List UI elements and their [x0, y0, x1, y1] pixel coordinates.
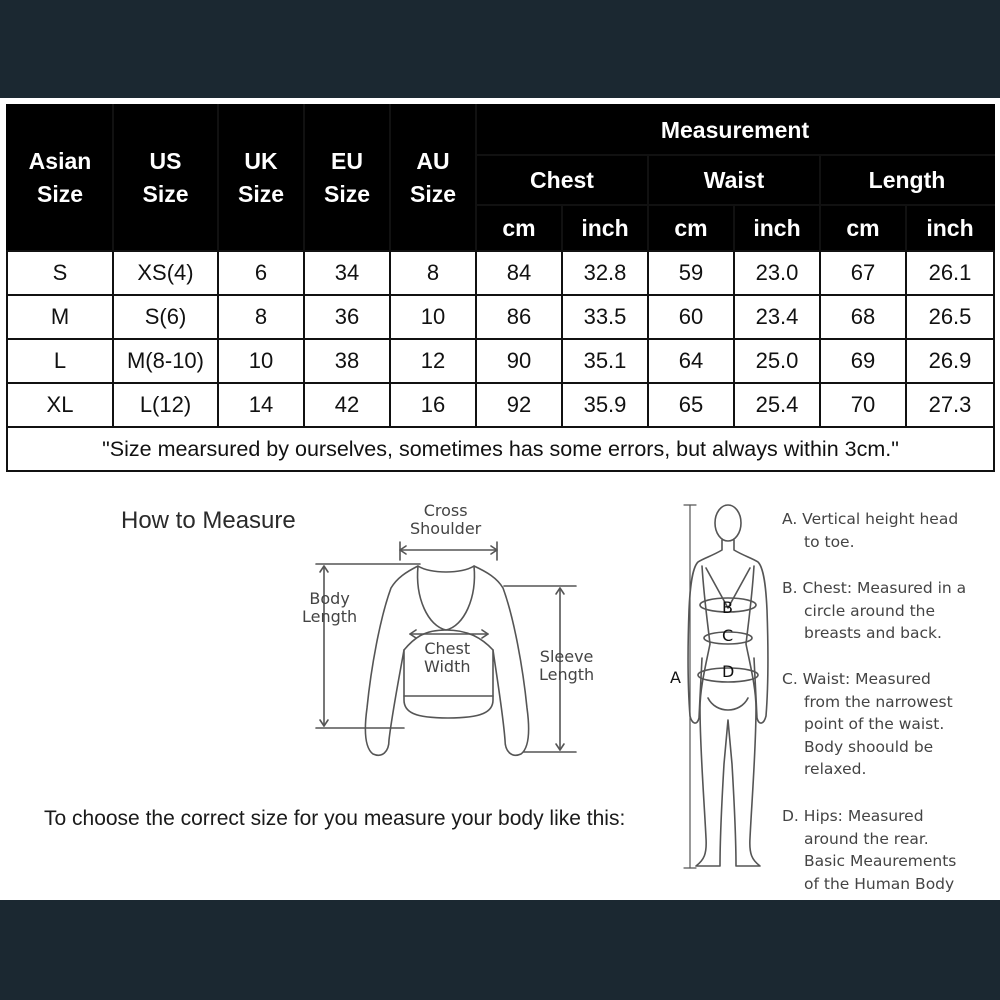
header-chest-cm: cm	[476, 205, 562, 251]
table-cell: M(8-10)	[113, 339, 218, 383]
table-cell: 36	[304, 295, 390, 339]
header-au-size: AU Size	[390, 105, 476, 251]
header-length-inch: inch	[906, 205, 994, 251]
table-cell: S(6)	[113, 295, 218, 339]
header-waist-inch: inch	[734, 205, 820, 251]
table-cell: 35.1	[562, 339, 648, 383]
size-chart-sheet	[0, 98, 1000, 900]
table-cell: 32.8	[562, 251, 648, 295]
table-cell: 16	[390, 383, 476, 427]
table-cell: 67	[820, 251, 906, 295]
body-length-label: Body Length	[302, 589, 358, 626]
table-cell: 64	[648, 339, 734, 383]
table-cell: 27.3	[906, 383, 994, 427]
how-to-measure-title: How to Measure	[121, 507, 296, 534]
table-cell: 92	[476, 383, 562, 427]
table-cell: 12	[390, 339, 476, 383]
table-cell: 8	[390, 251, 476, 295]
table-cell: 90	[476, 339, 562, 383]
header-chest-inch: inch	[562, 205, 648, 251]
table-cell: 6	[218, 251, 304, 295]
table-cell: 10	[390, 295, 476, 339]
letter-c: C	[722, 626, 734, 645]
table-cell: 26.5	[906, 295, 994, 339]
table-cell: 65	[648, 383, 734, 427]
table-cell: M	[7, 295, 113, 339]
table-cell: 84	[476, 251, 562, 295]
table-cell: 69	[820, 339, 906, 383]
table-cell: XL	[7, 383, 113, 427]
legend-d: D. Hips: Measured around the rear. Basic Meaurements of the Human Body	[782, 807, 957, 893]
table-cell: 33.5	[562, 295, 648, 339]
table-cell: 26.9	[906, 339, 994, 383]
cross-shoulder-label: Cross Shoulder	[410, 501, 482, 538]
chest-width-label: Chest Width	[424, 639, 471, 676]
header-eu-size: EU Size	[304, 105, 390, 251]
header-us-size: US Size	[113, 105, 218, 251]
table-cell: 70	[820, 383, 906, 427]
table-cell: S	[7, 251, 113, 295]
table-cell: 59	[648, 251, 734, 295]
table-cell: 38	[304, 339, 390, 383]
sleeve-length-label: Sleeve Length	[539, 647, 595, 684]
table-cell: 42	[304, 383, 390, 427]
header-measurement: Measurement	[476, 105, 994, 155]
table-cell: 68	[820, 295, 906, 339]
size-note: "Size mearsured by ourselves, sometimes has some errors, but always within 3cm."	[7, 427, 994, 471]
table-cell: 25.4	[734, 383, 820, 427]
header-asian-size: Asian Size	[7, 105, 113, 251]
table-cell: 60	[648, 295, 734, 339]
choose-size-instruction: To choose the correct size for you measure your body like this:	[44, 807, 626, 830]
table-cell: 8	[218, 295, 304, 339]
header-waist-cm: cm	[648, 205, 734, 251]
letter-d: D	[722, 662, 735, 681]
header-length-cm: cm	[820, 205, 906, 251]
table-cell: 34	[304, 251, 390, 295]
legend-b: B. Chest: Measured in a circle around the breasts and back.	[782, 579, 967, 642]
header-uk-size: UK Size	[218, 105, 304, 251]
human-body-icon	[688, 505, 768, 866]
table-cell: 23.0	[734, 251, 820, 295]
table-cell: L(12)	[113, 383, 218, 427]
table-cell: 10	[218, 339, 304, 383]
legend-c: C. Waist: Measured from the narrowest point of the waist. Body shoould be relaxed.	[782, 670, 953, 778]
table-cell: 86	[476, 295, 562, 339]
letter-b: B	[722, 598, 733, 617]
table-cell: 14	[218, 383, 304, 427]
legend-a: A. Vertical height head to toe.	[782, 510, 959, 551]
table-cell: L	[7, 339, 113, 383]
table-cell: XS(4)	[113, 251, 218, 295]
table-cell: 26.1	[906, 251, 994, 295]
table-cell: 25.0	[734, 339, 820, 383]
header-waist: Waist	[648, 155, 820, 205]
table-cell: 35.9	[562, 383, 648, 427]
table-cell: 23.4	[734, 295, 820, 339]
letter-a: A	[670, 668, 681, 687]
header-chest: Chest	[476, 155, 648, 205]
header-length: Length	[820, 155, 994, 205]
